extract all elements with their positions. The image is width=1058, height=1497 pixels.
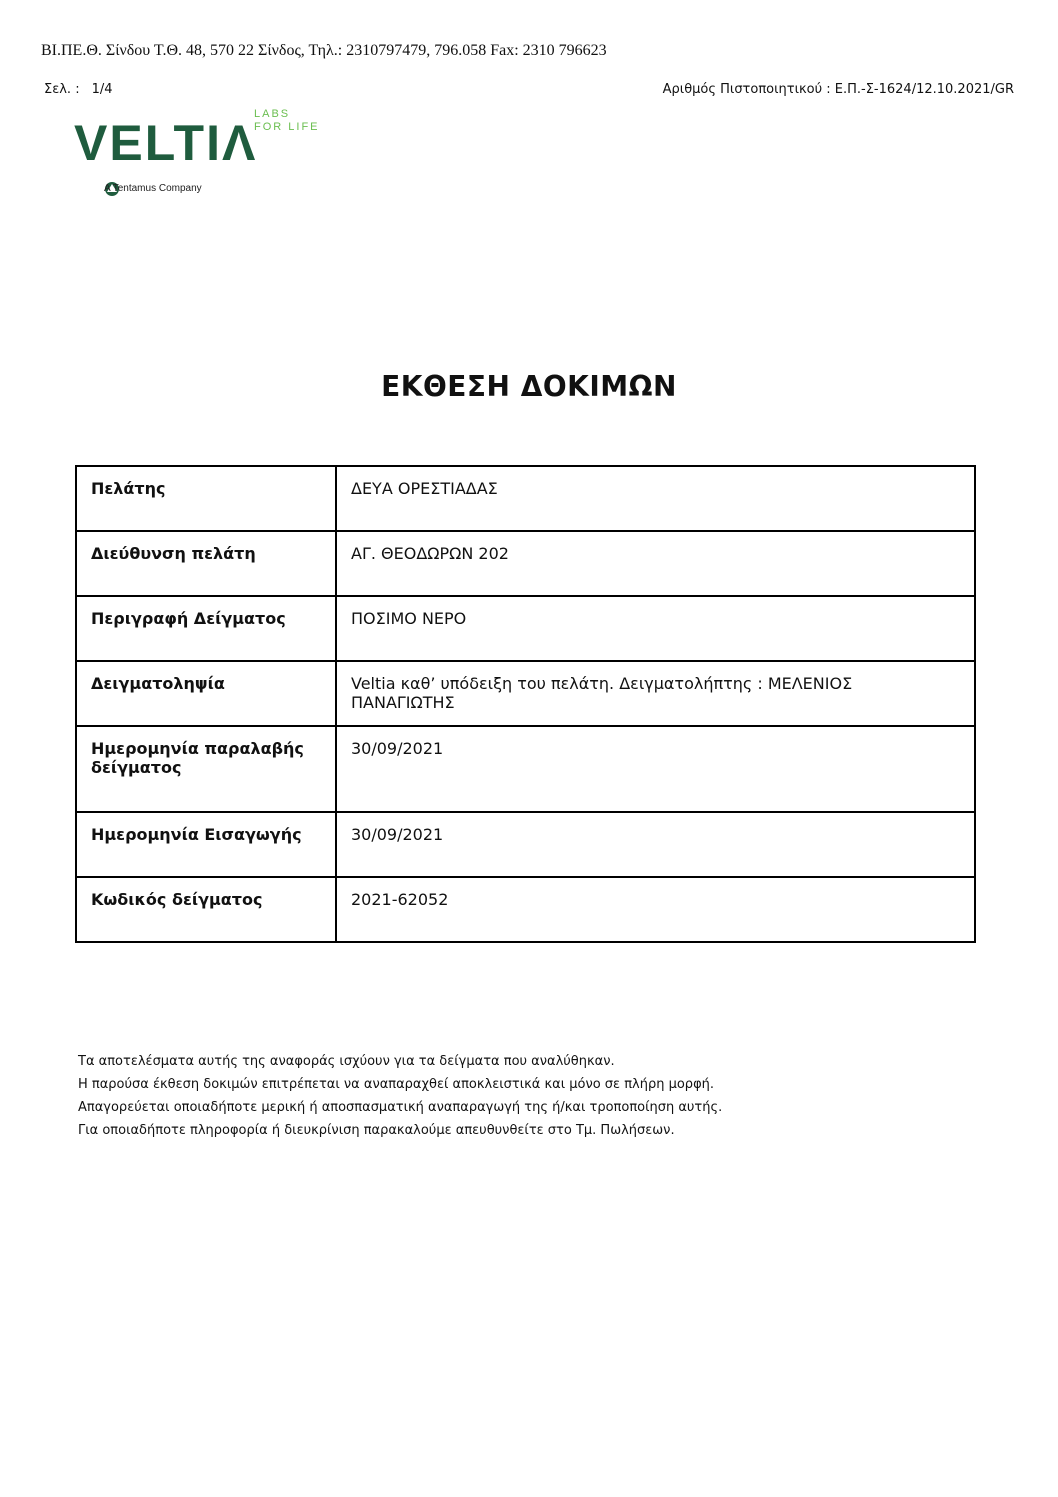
table-row	[76, 877, 975, 942]
disclaimer-line: Για οποιαδήποτε πληροφορία ή διευκρίνιση παρακαλούμε απευθυνθείτε στο Τμ. Πωλήσεων.	[78, 1123, 675, 1138]
table-row	[76, 466, 975, 531]
certificate-number: Αριθμός Πιστοποιητικού : Ε.Π.-Σ-1624/12.10.2021/GR	[662, 82, 1014, 97]
row-value: 30/09/2021	[336, 726, 975, 812]
row-label: Ημερομηνία Εισαγωγής	[76, 812, 336, 877]
page-number-label: Σελ. :	[44, 82, 80, 97]
row-label: Πελάτης	[76, 466, 336, 531]
row-value: 2021-62052	[336, 877, 975, 942]
row-value: 30/09/2021	[336, 812, 975, 877]
row-label: Δειγματοληψία	[76, 661, 336, 726]
logo-tagline-line-1: LABS	[254, 108, 291, 120]
table-row	[76, 726, 975, 812]
veltia-logo	[74, 106, 334, 202]
disclaimer-line: Η παρούσα έκθεση δοκιμών επιτρέπεται να αναπαραχθεί αποκλειστικά και μόνο σε πλήρη μορφή.	[78, 1077, 715, 1092]
row-label: Κωδικός δείγματος	[76, 877, 336, 942]
logo-tagline	[254, 108, 320, 134]
row-label: Ημερομηνία παραλαβής δείγματος	[76, 726, 336, 812]
row-value: ΔΕΥΑ ΟΡΕΣΤΙΑΔΑΣ	[336, 466, 975, 531]
page-title: ΕΚΘΕΣΗ ΔΟΚΙΜΩΝ	[381, 370, 677, 403]
sample-info-table	[75, 465, 976, 943]
row-value: Veltia καθ’ υπόδειξη του πελάτη. Δειγματολήπτης : ΜΕΛΕΝΙΟΣ ΠΑΝΑΓΙΩΤΗΣ	[336, 661, 975, 726]
table-row	[76, 812, 975, 877]
table-row	[76, 596, 975, 661]
row-value: ΑΓ. ΘΕΟΔΩΡΩΝ 202	[336, 531, 975, 596]
row-label: Διεύθυνση πελάτη	[76, 531, 336, 596]
logo-tagline-line-2: FOR LIFE	[254, 121, 320, 133]
row-label: Περιγραφή Δείγματος	[76, 596, 336, 661]
logo-wordmark: VELTIΛ	[74, 115, 258, 171]
disclaimer-line: Απαγορεύεται οποιαδήποτε μερική ή αποσπασματική αναπαραγωγή της ή/και τροποποίηση αυτής.	[78, 1100, 723, 1115]
table-row	[76, 661, 975, 726]
logo-company: A Tentamus Company	[104, 183, 202, 194]
header-address: ΒΙ.ΠΕ.Θ. Σίνδου Τ.Θ. 48, 570 22 Σίνδος, Τηλ.: 2310797479, 796.058 Fax: 2310 796623	[41, 42, 607, 59]
row-value: ΠΟΣΙΜΟ ΝΕΡΟ	[336, 596, 975, 661]
page-number	[44, 82, 113, 97]
table-row	[76, 531, 975, 596]
disclaimer-line: Τα αποτελέσματα αυτής της αναφοράς ισχύουν για τα δείγματα που αναλύθηκαν.	[78, 1054, 615, 1069]
page-number-value: 1/4	[91, 82, 113, 97]
disclaimer-notes	[78, 1050, 722, 1142]
